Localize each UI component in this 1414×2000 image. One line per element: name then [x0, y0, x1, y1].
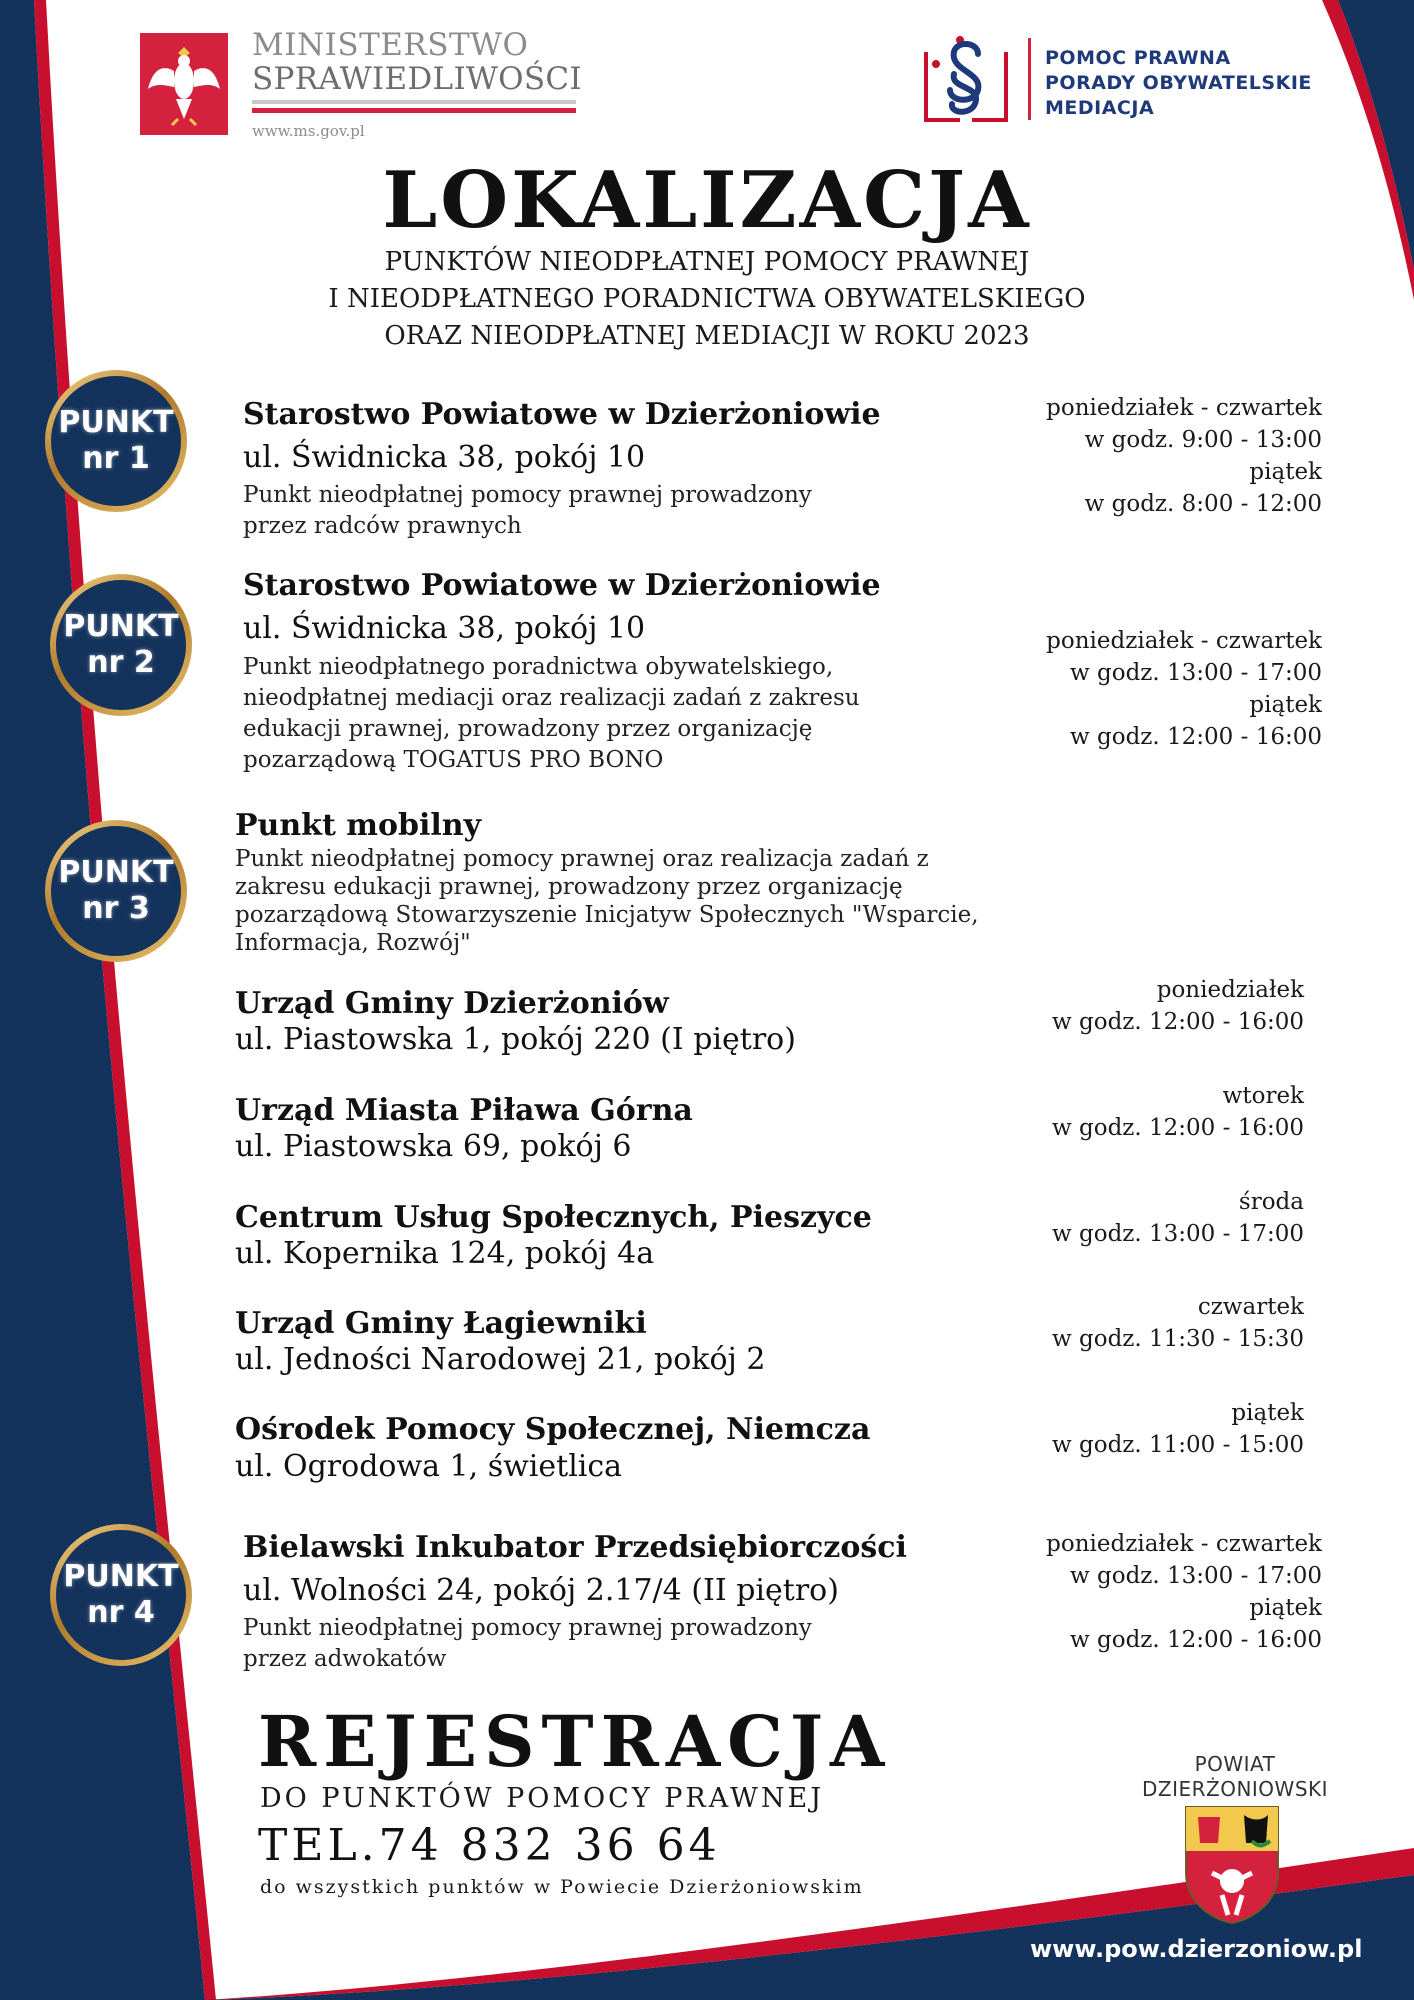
- point-description: [243, 652, 860, 776]
- hours-line: w godz. 13:00 - 17:00: [1070, 1563, 1322, 1589]
- point-name: Bielawski Inkubator Przedsiębiorczości: [243, 1530, 907, 1565]
- ministry-rule-red: [252, 108, 576, 113]
- badge-number: nr 2: [87, 645, 155, 680]
- hours-line: w godz. 12:00 - 16:00: [1070, 724, 1322, 750]
- hours-line: piątek: [1249, 692, 1322, 718]
- ministry-rule: [252, 100, 576, 104]
- ministry-name-line2: SPRAWIEDLIWOŚCI: [252, 61, 582, 97]
- site-hours: [1052, 1186, 1304, 1250]
- point-name: Punkt mobilny: [235, 808, 482, 843]
- site-name: Urząd Gminy Dzierżoniów: [235, 986, 669, 1021]
- subtitle-line: ORAZ NIEODPŁATNEJ MEDIACJI W ROKU 2023: [384, 321, 1030, 351]
- description-line: pozarządową TOGATUS PRO BONO: [243, 747, 664, 773]
- ministry-url: www.ms.gov.pl: [252, 122, 365, 140]
- point-badge: [45, 820, 187, 962]
- description-line: Punkt nieodpłatnej pomocy prawnej prowadzony: [243, 1615, 812, 1641]
- page-subtitle: [0, 244, 1414, 355]
- county-line: DZIERŻONIOWSKI: [1141, 1777, 1329, 1801]
- description-line: zakresu edukacji prawnej, prowadzony przez organizację: [235, 874, 903, 900]
- site-hours: [1052, 1080, 1304, 1144]
- point-description: [235, 845, 979, 957]
- point-hours: [1046, 1528, 1322, 1656]
- point-name: Starostwo Powiatowe w Dzierżoniowie: [243, 568, 881, 603]
- eagle-icon: [140, 33, 228, 135]
- badge-number: nr 4: [87, 1595, 155, 1630]
- program-name: [1045, 46, 1312, 121]
- site-address: ul. Jedności Narodowej 21, pokój 2: [235, 1342, 766, 1377]
- hours-line: w godz. 8:00 - 12:00: [1084, 491, 1322, 517]
- site-hours: [1052, 1291, 1304, 1355]
- site-day: poniedziałek: [1156, 977, 1304, 1003]
- site-address: ul. Ogrodowa 1, świetlica: [235, 1449, 623, 1484]
- site-day: czwartek: [1197, 1294, 1304, 1320]
- site-day: piątek: [1231, 1400, 1304, 1426]
- badge-number: nr 1: [82, 441, 150, 476]
- badge-label: PUNKT: [58, 855, 174, 890]
- paragraph-logo-icon: [920, 30, 1012, 126]
- polish-eagle-emblem: [140, 33, 228, 135]
- description-line: Punkt nieodpłatnej pomocy prawnej prowadzony: [243, 482, 812, 508]
- registration-subtitle: DO PUNKTÓW POMOCY PRAWNEJ: [260, 1783, 825, 1814]
- badge-number: nr 3: [82, 891, 150, 926]
- description-line: pozarządową Stowarzyszenie Inicjatyw Społecznych "Wsparcie,: [235, 902, 979, 928]
- page-title: LOKALIZACJA: [382, 155, 1032, 246]
- hours-line: poniedziałek - czwartek: [1046, 1531, 1322, 1557]
- registration-phone: TEL.74 832 36 64: [258, 1820, 721, 1871]
- subtitle-line: I NIEODPŁATNEGO PORADNICTWA OBYWATELSKIEGO: [328, 284, 1086, 314]
- hours-line: poniedziałek - czwartek: [1046, 628, 1322, 654]
- site-address: ul. Piastowska 69, pokój 6: [235, 1129, 632, 1164]
- point-name: Starostwo Powiatowe w Dzierżoniowie: [243, 397, 881, 432]
- hours-line: w godz. 9:00 - 13:00: [1084, 427, 1322, 453]
- county-line: POWIAT: [1194, 1752, 1276, 1776]
- county-coat-of-arms-icon: [1182, 1803, 1282, 1925]
- point-badge: [45, 370, 187, 512]
- county-website-link[interactable]: www.pow.dzierzoniow.pl: [1030, 1935, 1363, 1963]
- hours-line: w godz. 13:00 - 17:00: [1070, 660, 1322, 686]
- county-name: [1120, 1752, 1350, 1802]
- hours-line: piątek: [1249, 1595, 1322, 1621]
- point-address: ul. Wolności 24, pokój 2.17/4 (II piętro): [243, 1573, 839, 1608]
- description-line: nieodpłatnej mediacji oraz realizacji zadań z zakresu: [243, 685, 860, 711]
- point-description: [243, 480, 812, 542]
- site-name: Centrum Usług Społecznych, Pieszyce: [235, 1200, 872, 1235]
- hours-line: w godz. 12:00 - 16:00: [1070, 1627, 1322, 1653]
- site-day: wtorek: [1222, 1083, 1304, 1109]
- site-time: w godz. 12:00 - 16:00: [1052, 1115, 1304, 1141]
- site-name: Urząd Miasta Piława Górna: [235, 1093, 693, 1128]
- site-address: ul. Kopernika 124, pokój 4a: [235, 1236, 655, 1271]
- point-hours: [1046, 392, 1322, 520]
- program-line: MEDIACJA: [1045, 97, 1155, 119]
- site-hours: [1052, 974, 1304, 1038]
- hours-line: piątek: [1249, 459, 1322, 485]
- point-description: [243, 1613, 812, 1675]
- description-line: edukacji prawnej, prowadzony przez organizację: [243, 716, 813, 742]
- subtitle-line: PUNKTÓW NIEODPŁATNEJ POMOCY PRAWNEJ: [384, 247, 1030, 277]
- point-hours: [1046, 625, 1322, 753]
- badge-label: PUNKT: [63, 1559, 179, 1594]
- site-time: w godz. 11:00 - 15:00: [1052, 1432, 1304, 1458]
- point-address: ul. Świdnicka 38, pokój 10: [243, 611, 646, 646]
- site-address: ul. Piastowska 1, pokój 220 (I piętro): [235, 1022, 796, 1057]
- hours-line: poniedziałek - czwartek: [1046, 395, 1322, 421]
- site-time: w godz. 12:00 - 16:00: [1052, 1009, 1304, 1035]
- description-line: Punkt nieodpłatnego poradnictwa obywatelskiego,: [243, 654, 834, 680]
- description-line: przez adwokatów: [243, 1646, 447, 1672]
- site-name: Urząd Gminy Łagiewniki: [235, 1306, 647, 1341]
- program-line: PORADY OBYWATELSKIE: [1045, 72, 1312, 94]
- description-line: przez radców prawnych: [243, 513, 522, 539]
- site-name: Ośrodek Pomocy Społecznej, Niemcza: [235, 1412, 871, 1447]
- badge-label: PUNKT: [58, 405, 174, 440]
- site-time: w godz. 13:00 - 17:00: [1052, 1221, 1304, 1247]
- registration-title: REJESTRACJA: [258, 1700, 892, 1783]
- ministry-name-line1: MINISTERSTWO: [252, 27, 529, 63]
- program-line: POMOC PRAWNA: [1045, 47, 1231, 69]
- point-address: ul. Świdnicka 38, pokój 10: [243, 440, 646, 475]
- program-divider: [1028, 38, 1031, 120]
- registration-note: do wszystkich punktów w Powiecie Dzierżoniowskim: [260, 1876, 864, 1898]
- description-line: Informacja, Rozwój": [235, 930, 471, 956]
- site-hours: [1052, 1397, 1304, 1461]
- badge-label: PUNKT: [63, 609, 179, 644]
- point-badge: [50, 1524, 192, 1666]
- site-time: w godz. 11:30 - 15:30: [1052, 1326, 1304, 1352]
- site-day: środa: [1238, 1189, 1304, 1215]
- point-badge: [50, 574, 192, 716]
- description-line: Punkt nieodpłatnej pomocy prawnej oraz realizacja zadań z: [235, 846, 929, 872]
